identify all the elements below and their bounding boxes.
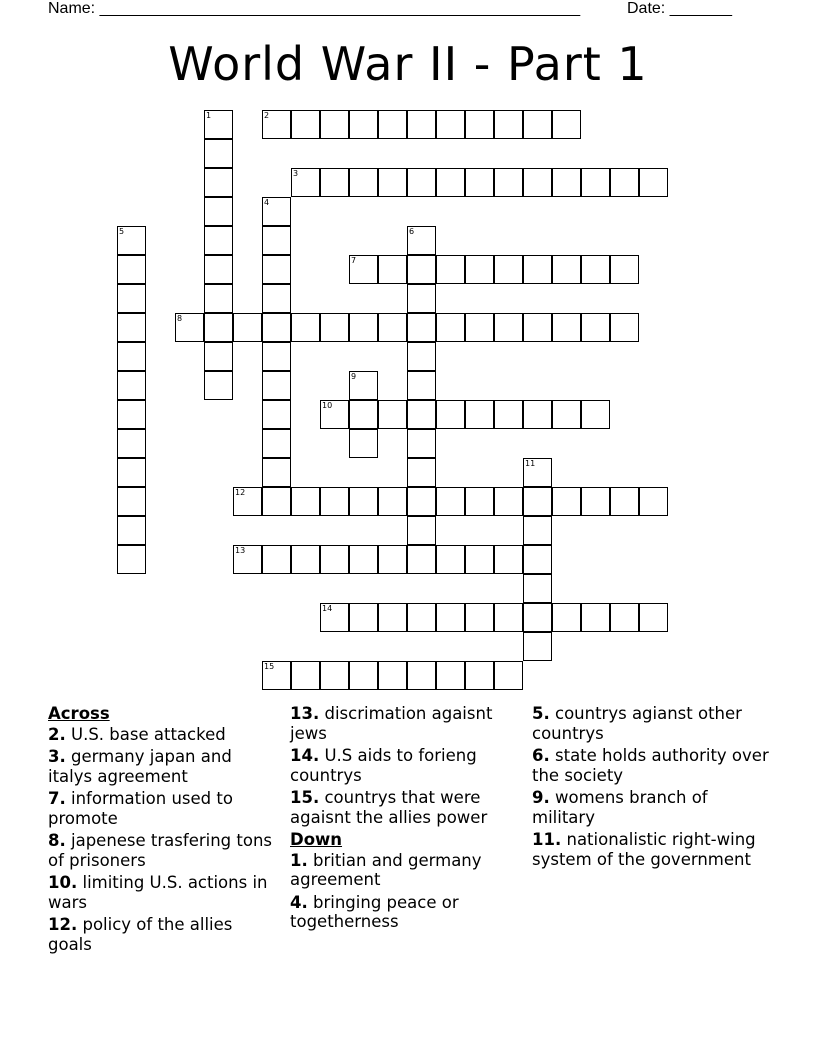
crossword-cell[interactable] <box>407 110 436 139</box>
clue-text: countrys that were agaisnt the allies power <box>290 788 488 827</box>
crossword-cell[interactable] <box>204 139 233 168</box>
across-clue <box>48 873 273 912</box>
name-line[interactable]: Name: ______________________________________________________ <box>48 0 581 17</box>
crossword-cell[interactable] <box>610 255 639 284</box>
crossword-cell[interactable] <box>204 168 233 197</box>
crossword-cell[interactable] <box>465 255 494 284</box>
crossword-cell[interactable] <box>407 168 436 197</box>
crossword-cell[interactable] <box>465 487 494 516</box>
crossword-cell[interactable] <box>262 342 291 371</box>
crossword-cell[interactable] <box>581 487 610 516</box>
crossword-cell[interactable] <box>204 284 233 313</box>
crossword-cell[interactable] <box>581 255 610 284</box>
crossword-cell[interactable] <box>320 313 349 342</box>
crossword-cell[interactable] <box>523 110 552 139</box>
crossword-cell[interactable] <box>262 197 291 226</box>
across-heading: Across <box>48 704 110 723</box>
crossword-cell[interactable] <box>436 313 465 342</box>
crossword-cell[interactable] <box>407 545 436 574</box>
crossword-cell[interactable] <box>494 400 523 429</box>
crossword-cell[interactable] <box>407 313 436 342</box>
crossword-cell[interactable] <box>436 168 465 197</box>
crossword-cell[interactable] <box>117 545 146 574</box>
crossword-cell[interactable] <box>117 516 146 545</box>
crossword-cell[interactable] <box>523 516 552 545</box>
crossword-cell[interactable] <box>465 110 494 139</box>
crossword-cell[interactable] <box>204 110 233 139</box>
crossword-cell[interactable] <box>407 429 436 458</box>
crossword-cell[interactable] <box>378 661 407 690</box>
crossword-cell[interactable] <box>465 545 494 574</box>
crossword-cell[interactable] <box>407 458 436 487</box>
crossword-cell[interactable] <box>581 603 610 632</box>
crossword-cell[interactable] <box>378 110 407 139</box>
crossword-cell[interactable] <box>262 545 291 574</box>
crossword-cell[interactable] <box>291 168 320 197</box>
crossword-cell[interactable] <box>349 168 378 197</box>
crossword-cell[interactable] <box>494 661 523 690</box>
clue-number: 2. <box>48 724 66 744</box>
crossword-cell[interactable] <box>117 313 146 342</box>
crossword-cell[interactable] <box>262 458 291 487</box>
cell-number: 6 <box>409 227 415 236</box>
clue-number: 10. <box>48 873 78 892</box>
crossword-cell[interactable] <box>581 168 610 197</box>
crossword-cell[interactable] <box>320 110 349 139</box>
crossword-cell[interactable] <box>349 255 378 284</box>
crossword-cell[interactable] <box>349 545 378 574</box>
down-clue <box>532 788 772 827</box>
clue-text: britian and germany agreement <box>290 850 482 889</box>
crossword-cell[interactable] <box>349 487 378 516</box>
crossword-cell[interactable] <box>581 400 610 429</box>
clue-text: womens branch of military <box>532 788 708 827</box>
crossword-cell[interactable] <box>494 255 523 284</box>
crossword-cell[interactable] <box>204 313 233 342</box>
crossword-cell[interactable] <box>494 487 523 516</box>
crossword-cell[interactable] <box>117 371 146 400</box>
crossword-cell[interactable] <box>378 255 407 284</box>
crossword-cell[interactable] <box>581 313 610 342</box>
crossword-cell[interactable] <box>349 110 378 139</box>
cell-number: 8 <box>177 314 183 323</box>
clue-text: policy of the allies goals <box>48 915 233 954</box>
crossword-cell[interactable] <box>262 400 291 429</box>
crossword-cell[interactable] <box>523 168 552 197</box>
crossword-cell[interactable] <box>523 255 552 284</box>
clue-text: U.S. base attacked <box>71 724 226 744</box>
crossword-cell[interactable] <box>349 371 378 400</box>
crossword-cell[interactable] <box>320 400 349 429</box>
crossword-cell[interactable] <box>117 429 146 458</box>
crossword-cell[interactable] <box>117 255 146 284</box>
cell-number: 2 <box>264 111 270 120</box>
cell-number: 7 <box>351 256 357 265</box>
crossword-cell[interactable] <box>552 487 581 516</box>
crossword-cell[interactable] <box>552 400 581 429</box>
crossword-cell[interactable] <box>610 168 639 197</box>
clue-number: 15. <box>290 788 320 807</box>
page-title: World War II - Part 1 <box>168 37 648 91</box>
cell-number: 3 <box>293 169 299 178</box>
crossword-cell[interactable] <box>436 487 465 516</box>
cell-number: 13 <box>235 546 246 555</box>
crossword-cell[interactable] <box>349 400 378 429</box>
clue-column-2 <box>290 704 520 935</box>
clue-text: germany japan and italys agreement <box>48 747 232 786</box>
crossword-cell[interactable] <box>407 603 436 632</box>
down-heading: Down <box>290 830 343 849</box>
clue-number: 7. <box>48 789 66 808</box>
crossword-cell[interactable] <box>552 168 581 197</box>
crossword-cell[interactable] <box>233 545 262 574</box>
clue-number: 14. <box>290 746 320 765</box>
crossword-cell[interactable] <box>523 545 552 574</box>
clue-column-3 <box>532 704 772 872</box>
crossword-cell[interactable] <box>436 110 465 139</box>
clue-text: limiting U.S. actions in wars <box>48 873 268 912</box>
crossword-cell[interactable] <box>291 110 320 139</box>
crossword-cell[interactable] <box>262 429 291 458</box>
cell-number: 9 <box>351 372 357 381</box>
down-clue <box>532 746 772 785</box>
crossword-cell[interactable] <box>465 313 494 342</box>
crossword-cell[interactable] <box>407 661 436 690</box>
crossword-cell[interactable] <box>378 313 407 342</box>
crossword-cell[interactable] <box>320 168 349 197</box>
clue-text: countrys agianst other countrys <box>532 704 742 743</box>
crossword-cell[interactable] <box>320 487 349 516</box>
across-clue <box>290 704 520 743</box>
crossword-cell[interactable] <box>407 284 436 313</box>
clue-number: 6. <box>532 746 550 765</box>
crossword-cell[interactable] <box>552 603 581 632</box>
clue-text: state holds authority over the society <box>532 746 769 785</box>
clue-number: 13. <box>290 704 320 723</box>
crossword-cell[interactable] <box>523 458 552 487</box>
crossword-cell[interactable] <box>262 313 291 342</box>
crossword-cell[interactable] <box>523 487 552 516</box>
crossword-cell[interactable] <box>407 255 436 284</box>
crossword-cell[interactable] <box>349 603 378 632</box>
across-clue <box>48 915 273 954</box>
crossword-cell[interactable] <box>378 603 407 632</box>
clue-number: 9. <box>532 788 550 807</box>
crossword-cell[interactable] <box>523 603 552 632</box>
crossword-cell[interactable] <box>291 487 320 516</box>
crossword-cell[interactable] <box>494 313 523 342</box>
crossword-cell[interactable] <box>378 487 407 516</box>
crossword-cell[interactable] <box>465 168 494 197</box>
crossword-cell[interactable] <box>552 255 581 284</box>
crossword-cell[interactable] <box>320 545 349 574</box>
crossword-cell[interactable] <box>436 545 465 574</box>
crossword-cell[interactable] <box>523 574 552 603</box>
crossword-cell[interactable] <box>204 255 233 284</box>
crossword-cell[interactable] <box>233 313 262 342</box>
crossword-cell[interactable] <box>204 371 233 400</box>
across-clue <box>48 789 273 828</box>
crossword-cell[interactable] <box>610 603 639 632</box>
crossword-cell[interactable] <box>262 284 291 313</box>
crossword-cell[interactable] <box>436 400 465 429</box>
crossword-cell[interactable] <box>407 371 436 400</box>
cell-number: 11 <box>525 459 536 468</box>
crossword-cell[interactable] <box>262 661 291 690</box>
clue-text: bringing peace or togetherness <box>290 892 459 931</box>
crossword-cell[interactable] <box>639 603 668 632</box>
across-clue <box>290 746 520 785</box>
crossword-cell[interactable] <box>494 110 523 139</box>
crossword-cell[interactable] <box>378 168 407 197</box>
crossword-cell[interactable] <box>291 661 320 690</box>
clue-text: U.S aids to forieng countrys <box>290 746 477 785</box>
crossword-cell[interactable] <box>117 284 146 313</box>
crossword-cell[interactable] <box>465 661 494 690</box>
crossword-cell[interactable] <box>494 603 523 632</box>
crossword-cell[interactable] <box>552 313 581 342</box>
crossword-cell[interactable] <box>349 429 378 458</box>
crossword-cell[interactable] <box>262 255 291 284</box>
crossword-cell[interactable] <box>407 487 436 516</box>
crossword-cell[interactable] <box>204 342 233 371</box>
down-clue <box>290 893 520 932</box>
crossword-cell[interactable] <box>175 313 204 342</box>
crossword-cell[interactable] <box>262 110 291 139</box>
across-clue <box>48 725 273 745</box>
across-clue <box>48 747 273 786</box>
crossword-cell[interactable] <box>436 661 465 690</box>
cell-number: 5 <box>119 227 125 236</box>
clue-number: 12. <box>48 915 78 934</box>
down-clue <box>532 704 772 743</box>
crossword-cell[interactable] <box>378 400 407 429</box>
across-clue <box>290 788 520 827</box>
cell-number: 15 <box>264 662 275 671</box>
crossword-cell[interactable] <box>117 458 146 487</box>
clue-number: 11. <box>532 830 562 849</box>
cell-number: 1 <box>206 111 212 120</box>
crossword-cell[interactable] <box>291 545 320 574</box>
crossword-cell[interactable] <box>233 487 262 516</box>
down-clue <box>290 851 520 890</box>
crossword-cell[interactable] <box>610 487 639 516</box>
clue-number: 5. <box>532 704 550 723</box>
clue-number: 3. <box>48 747 66 766</box>
crossword-cell[interactable] <box>117 226 146 255</box>
crossword-cell[interactable] <box>494 545 523 574</box>
clue-number: 8. <box>48 831 66 850</box>
crossword-cell[interactable] <box>523 313 552 342</box>
crossword-cell[interactable] <box>291 313 320 342</box>
crossword-cell[interactable] <box>494 168 523 197</box>
crossword-cell[interactable] <box>639 168 668 197</box>
crossword-cell[interactable] <box>117 400 146 429</box>
crossword-cell[interactable] <box>320 603 349 632</box>
crossword-cell[interactable] <box>407 516 436 545</box>
crossword-cell[interactable] <box>378 545 407 574</box>
crossword-cell[interactable] <box>262 226 291 255</box>
crossword-cell[interactable] <box>465 603 494 632</box>
crossword-cell[interactable] <box>639 487 668 516</box>
crossword-cell[interactable] <box>117 487 146 516</box>
clue-text: information used to promote <box>48 789 233 828</box>
crossword-cell[interactable] <box>465 400 494 429</box>
clue-text: nationalistic right-wing system of the government <box>532 830 756 869</box>
cell-number: 14 <box>322 604 333 613</box>
clue-number: 4. <box>290 892 308 912</box>
down-clue <box>532 830 772 869</box>
clue-text: discrimation agaisnt jews <box>290 704 493 743</box>
crossword-cell[interactable] <box>349 313 378 342</box>
cell-number: 10 <box>322 401 333 410</box>
crossword-cell[interactable] <box>117 342 146 371</box>
crossword-cell[interactable] <box>204 226 233 255</box>
crossword-cell[interactable] <box>552 110 581 139</box>
across-clue <box>48 831 273 870</box>
crossword-cell[interactable] <box>320 661 349 690</box>
crossword-cell[interactable] <box>523 400 552 429</box>
crossword-cell[interactable] <box>262 487 291 516</box>
crossword-cell[interactable] <box>407 400 436 429</box>
crossword-cell[interactable] <box>262 371 291 400</box>
cell-number: 12 <box>235 488 246 497</box>
date-line[interactable]: Date: _______ <box>627 0 732 17</box>
crossword-cell[interactable] <box>204 197 233 226</box>
clue-number: 1. <box>290 850 308 870</box>
crossword-cell[interactable] <box>407 342 436 371</box>
crossword-cell[interactable] <box>436 603 465 632</box>
crossword-cell[interactable] <box>523 632 552 661</box>
cell-number: 4 <box>264 198 270 207</box>
crossword-cell[interactable] <box>407 226 436 255</box>
crossword-cell[interactable] <box>436 255 465 284</box>
crossword-cell[interactable] <box>349 661 378 690</box>
clue-column-1 <box>48 704 273 957</box>
clue-text: japenese trasfering tons of prisoners <box>48 831 273 870</box>
crossword-cell[interactable] <box>610 313 639 342</box>
